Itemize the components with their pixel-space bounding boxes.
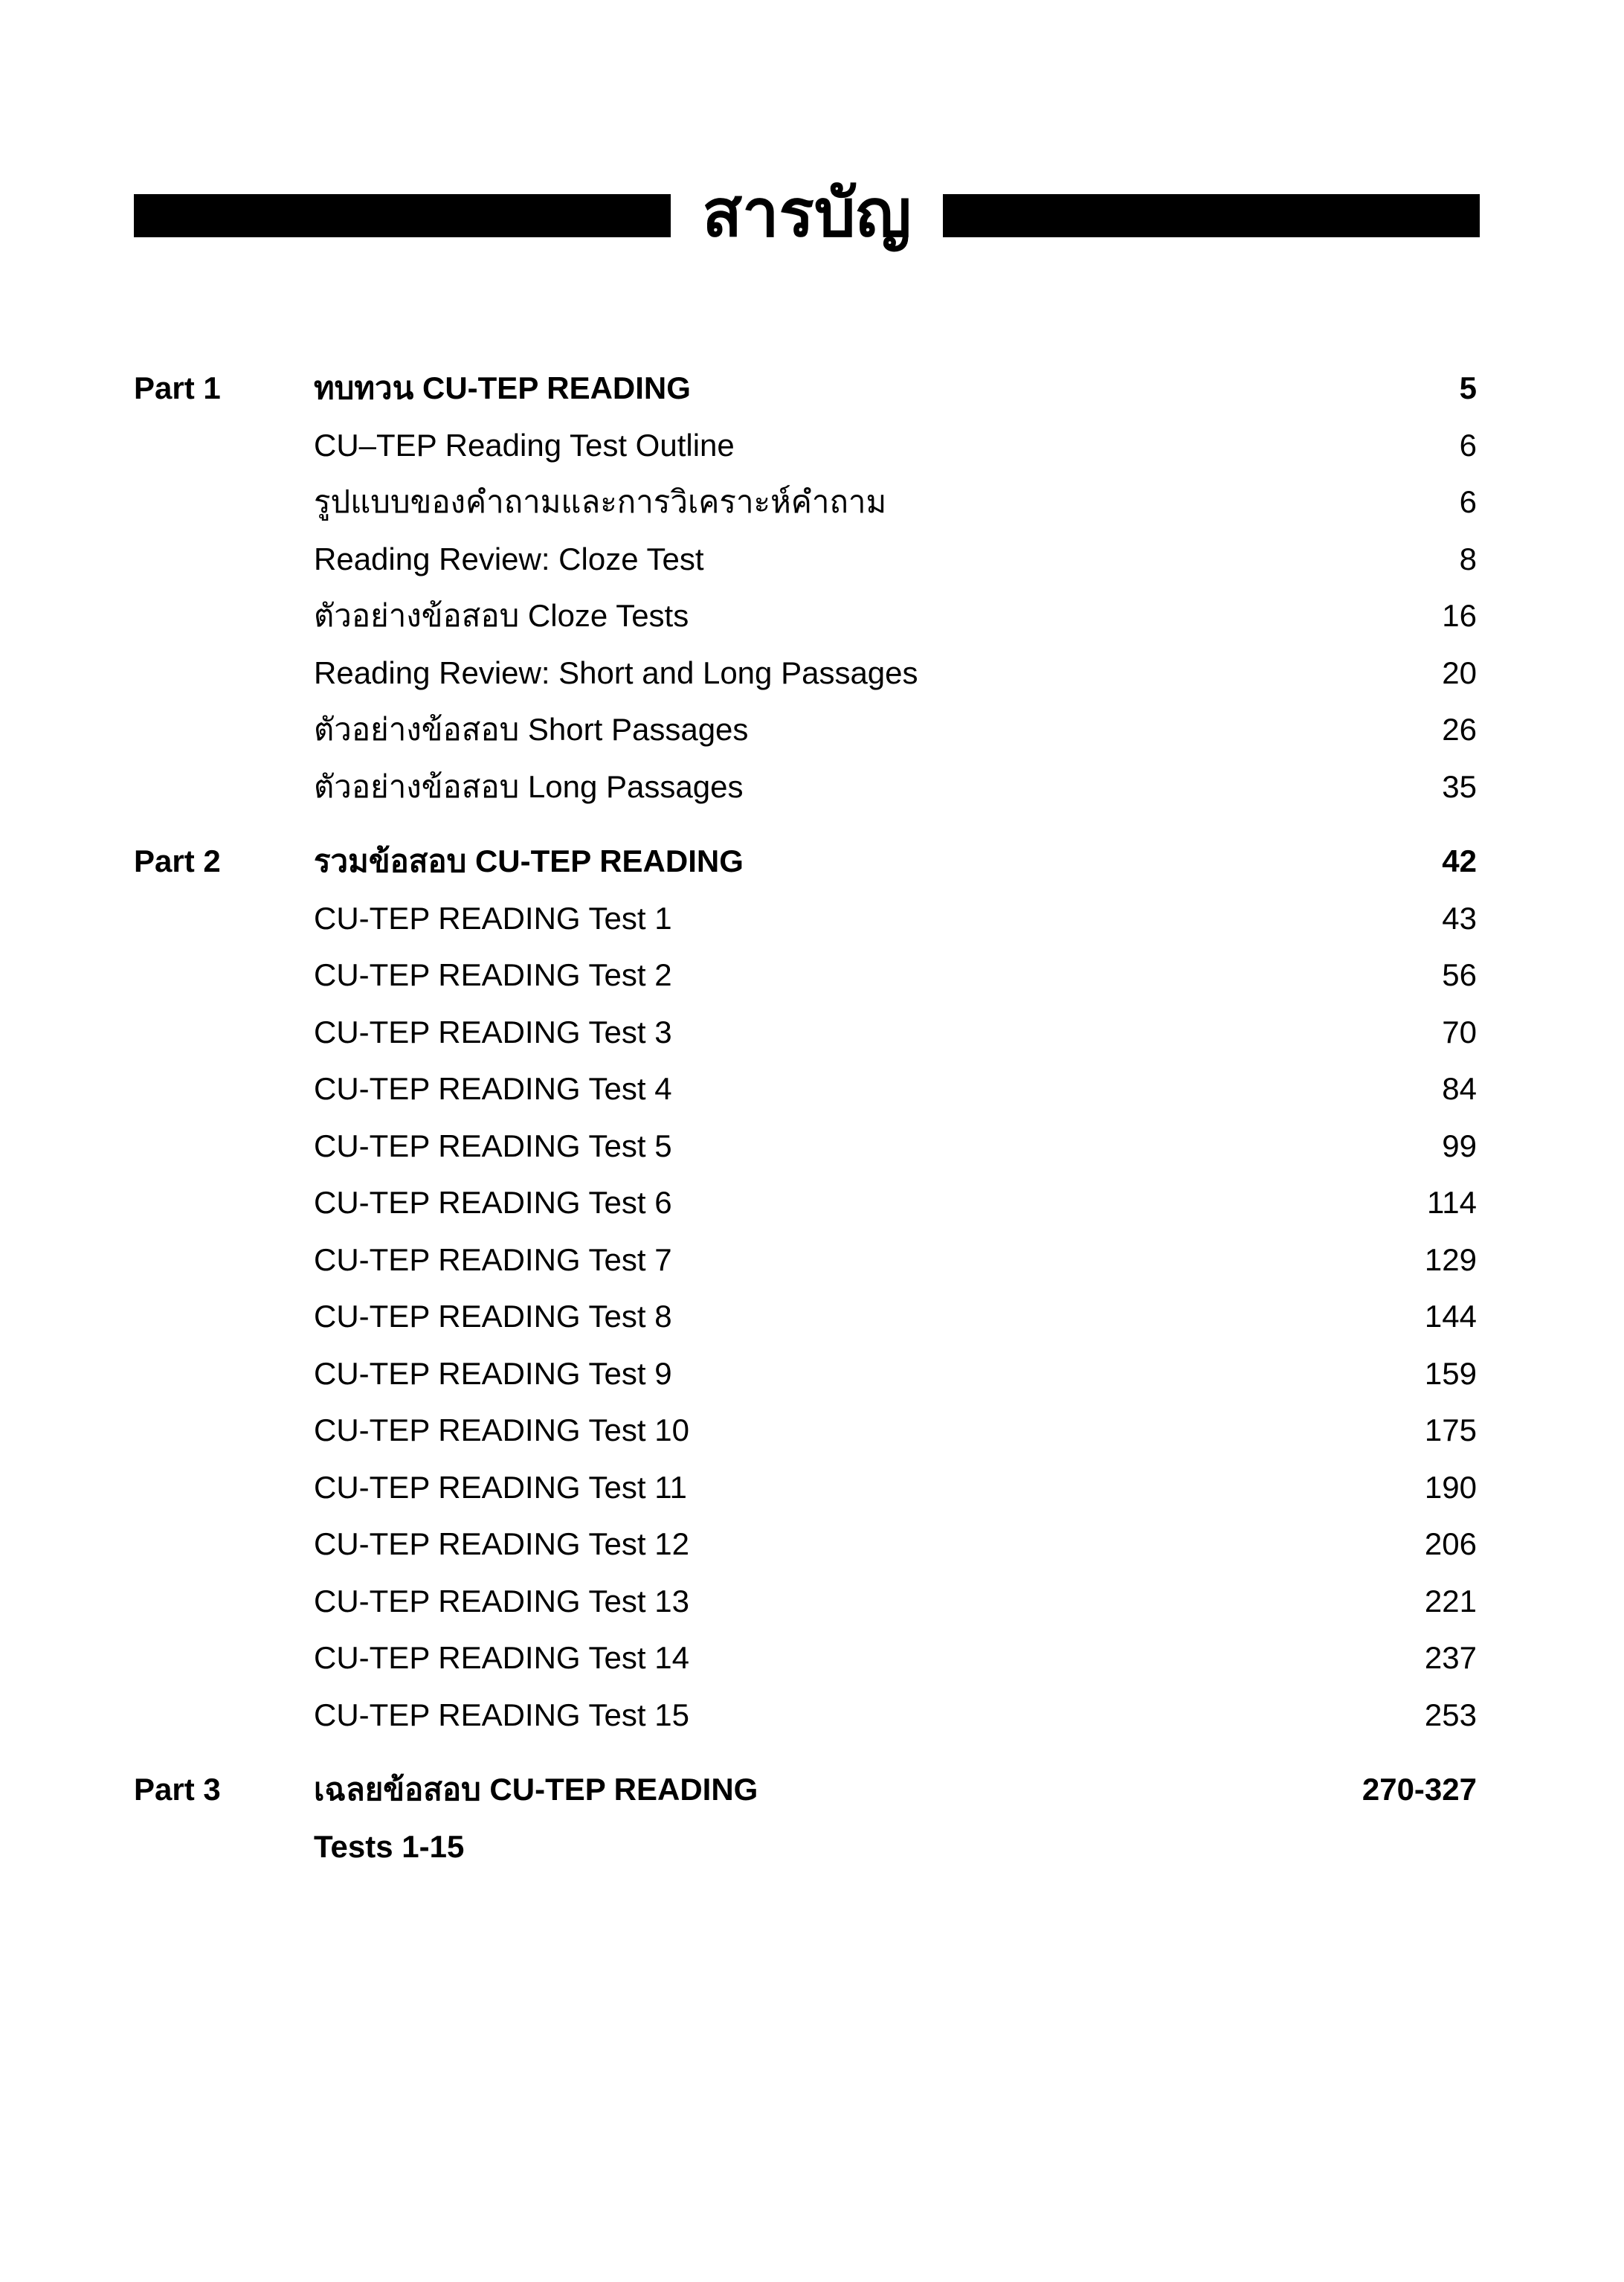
toc-entry <box>134 1516 1477 1573</box>
toc-entry <box>134 645 1477 702</box>
toc-entry <box>134 759 1477 816</box>
entry-title: CU-TEP READING Test 9 <box>314 1355 672 1391</box>
title-bar-left <box>134 194 671 237</box>
entry-page-number: 6 <box>1459 427 1477 463</box>
toc-entry <box>134 1118 1477 1175</box>
entry-page-number: 190 <box>1424 1469 1477 1505</box>
entry-page-number: 20 <box>1442 655 1477 690</box>
entry-page-number: 99 <box>1442 1128 1477 1163</box>
entry-title: CU-TEP READING Test 10 <box>314 1412 689 1448</box>
entry-title: ตัวอย่างข้อสอบ Long Passages <box>314 768 744 804</box>
toc-entry <box>134 1346 1477 1403</box>
entry-title: CU-TEP READING Test 11 <box>314 1469 687 1505</box>
toc-entry <box>134 1402 1477 1459</box>
entry-page-number: 43 <box>1442 900 1477 936</box>
toc-entry <box>134 531 1477 588</box>
toc-entry <box>134 588 1477 645</box>
entry-title: CU-TEP READING Test 3 <box>314 1014 672 1050</box>
part-subtitle: Tests 1-15 <box>314 1828 465 1864</box>
part-title: เฉลยข้อสอบ CU-TEP READING <box>314 1772 758 1807</box>
entry-title: CU-TEP READING Test 6 <box>314 1185 672 1221</box>
entry-page-number: 144 <box>1424 1299 1477 1334</box>
toc-entry <box>134 947 1477 1004</box>
entry-title: CU-TEP READING Test 12 <box>314 1526 689 1562</box>
entry-page-number: 70 <box>1442 1014 1477 1050</box>
entry-page-number: 8 <box>1459 541 1477 576</box>
toc-part-2 <box>134 833 1477 1743</box>
entry-title: CU-TEP READING Test 2 <box>314 957 672 993</box>
entry-title: CU-TEP READING Test 1 <box>314 900 672 936</box>
entry-title: Reading Review: Cloze Test <box>314 541 704 576</box>
table-of-contents <box>134 360 1477 1893</box>
toc-part-1 <box>134 360 1477 815</box>
entry-page-number: 84 <box>1442 1071 1477 1107</box>
entry-page-number: 6 <box>1459 484 1477 520</box>
toc-entry <box>134 890 1477 948</box>
toc-entry <box>134 1687 1477 1744</box>
toc-entry <box>134 474 1477 531</box>
title-band <box>134 171 1480 260</box>
entry-page-number: 35 <box>1442 768 1477 804</box>
entry-page-number: 129 <box>1424 1241 1477 1277</box>
part-label: Part 1 <box>134 370 221 406</box>
toc-part-subtitle <box>134 1819 1477 1876</box>
entry-title: CU-TEP READING Test 8 <box>314 1299 672 1334</box>
entry-title: CU-TEP READING Test 4 <box>314 1071 672 1107</box>
part-page-number: 270-327 <box>1362 1772 1477 1807</box>
entry-title: CU–TEP Reading Test Outline <box>314 427 735 463</box>
part-title: ทบทวน CU-TEP READING <box>314 370 691 406</box>
toc-entry <box>134 1232 1477 1289</box>
entry-page-number: 175 <box>1424 1412 1477 1448</box>
toc-entry <box>134 1459 1477 1517</box>
entry-title: CU-TEP READING Test 14 <box>314 1640 689 1676</box>
entry-page-number: 114 <box>1427 1185 1477 1221</box>
toc-part-heading <box>134 833 1477 890</box>
toc-entry <box>134 701 1477 759</box>
entry-page-number: 159 <box>1424 1355 1477 1391</box>
entry-page-number: 16 <box>1442 598 1477 634</box>
page-title: สารบัญ <box>702 174 912 251</box>
toc-entry <box>134 417 1477 475</box>
entry-title: CU-TEP READING Test 5 <box>314 1128 672 1163</box>
entry-page-number: 206 <box>1424 1526 1477 1562</box>
title-bar-right <box>943 194 1480 237</box>
part-page-number: 42 <box>1442 843 1477 879</box>
toc-entry <box>134 1288 1477 1346</box>
entry-page-number: 221 <box>1424 1583 1477 1619</box>
toc-entry <box>134 1061 1477 1118</box>
toc-part-heading <box>134 360 1477 417</box>
entry-page-number: 253 <box>1424 1697 1477 1732</box>
toc-entry <box>134 1573 1477 1630</box>
entry-page-number: 26 <box>1442 712 1477 748</box>
entry-page-number: 56 <box>1442 957 1477 993</box>
part-title: รวมข้อสอบ CU-TEP READING <box>314 843 744 879</box>
toc-part-heading <box>134 1761 1477 1819</box>
toc-entry <box>134 1004 1477 1061</box>
part-page-number: 5 <box>1459 370 1477 406</box>
entry-title: CU-TEP READING Test 15 <box>314 1697 689 1732</box>
part-label: Part 3 <box>134 1772 221 1807</box>
entry-title: ตัวอย่างข้อสอบ Cloze Tests <box>314 598 689 634</box>
entry-title: ตัวอย่างข้อสอบ Short Passages <box>314 712 749 748</box>
entry-title: CU-TEP READING Test 13 <box>314 1583 689 1619</box>
entry-title: รูปแบบของคำถามและการวิเคราะห์คำถาม <box>314 484 887 520</box>
entry-page-number: 237 <box>1424 1640 1477 1676</box>
toc-entry <box>134 1630 1477 1687</box>
toc-part-3 <box>134 1761 1477 1875</box>
entry-title: CU-TEP READING Test 7 <box>314 1241 672 1277</box>
part-label: Part 2 <box>134 843 221 879</box>
toc-entry <box>134 1174 1477 1232</box>
entry-title: Reading Review: Short and Long Passages <box>314 655 918 690</box>
